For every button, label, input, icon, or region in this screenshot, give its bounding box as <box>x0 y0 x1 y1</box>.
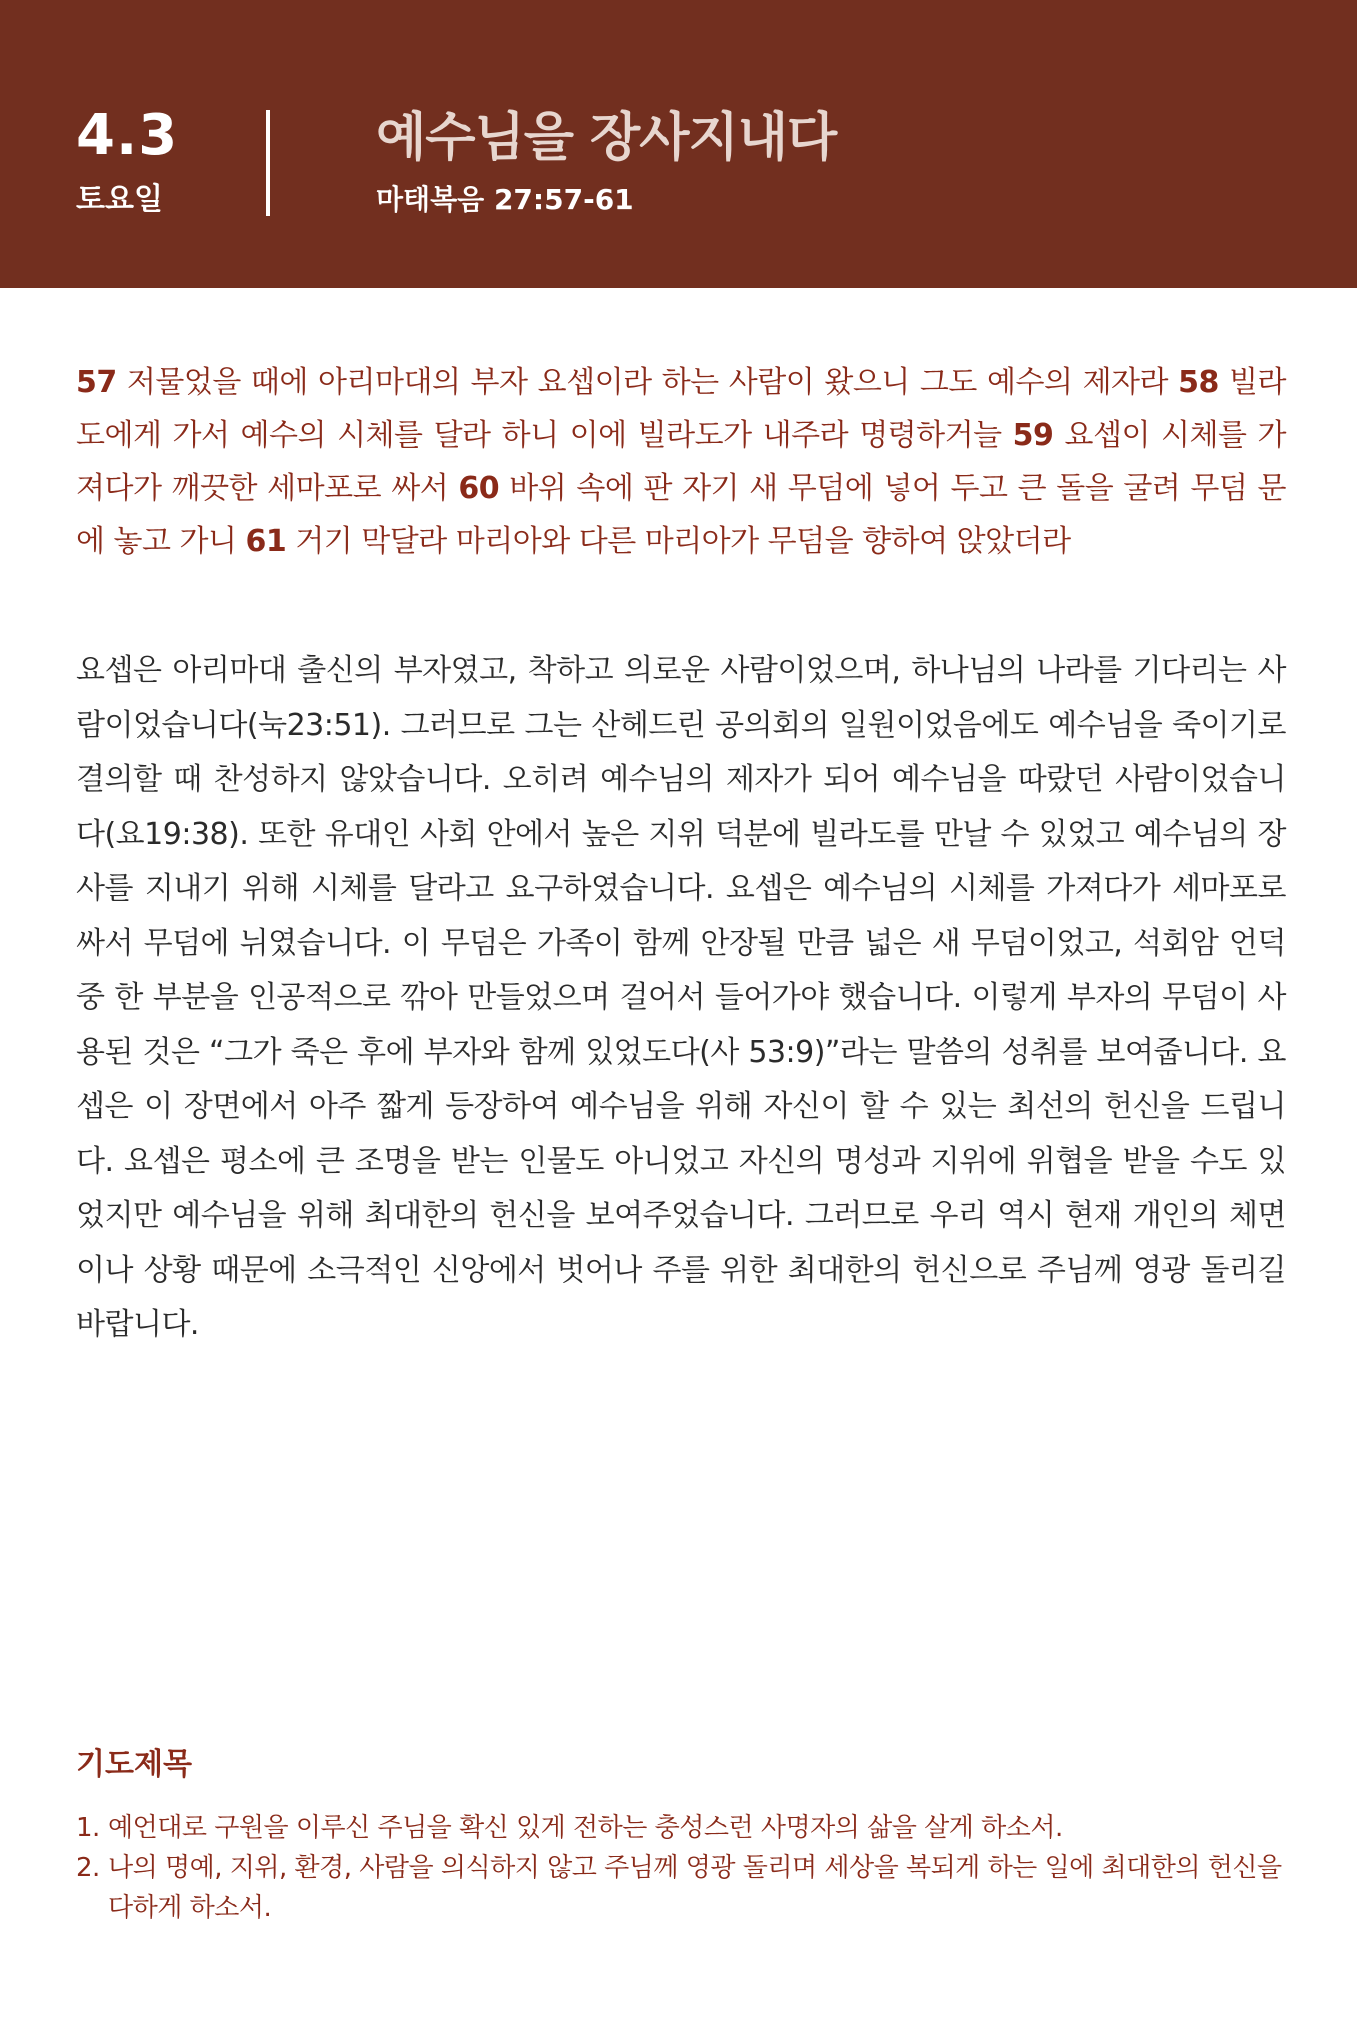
prayer-item-number: 1. <box>76 1813 100 1843</box>
verse-number: 58 <box>1178 365 1219 400</box>
header-divider <box>266 110 270 216</box>
verse-number: 59 <box>1012 418 1054 453</box>
scripture-reference: 마태복음 27:57-61 <box>376 183 634 216</box>
prayer-item-text: 예언대로 구원을 이루신 주님을 확신 있게 전하는 충성스런 사명자의 삶을 살게 하소서. <box>108 1813 1063 1843</box>
date-label: 4.3 <box>76 103 179 168</box>
page-header <box>0 0 1357 288</box>
weekday-label: 토요일 <box>76 182 163 217</box>
prayer-item <box>76 1808 1296 1848</box>
verse-number: 60 <box>458 471 500 506</box>
verse-text: 빌라도에게 가서 예수의 시체를 달라 하니 이에 빌라도가 내주라 명령하거늘 <box>76 365 1286 453</box>
prayer-item-text: 나의 명예, 지위, 환경, 사람을 의식하지 않고 주님께 영광 돌리며 세상을 복되게 하는 일에 최대한의 헌신을 다하게 하소서. <box>108 1853 1282 1923</box>
prayer-item <box>76 1848 1296 1928</box>
prayer-heading: 기도제목 <box>76 1747 192 1782</box>
verse-number: 61 <box>245 524 287 559</box>
commentary-text: 요셉은 아리마대 출신의 부자였고, 착하고 의로운 사람이었으며, 하나님의 나라를 기다리는 사람이었습니다(눅23:51). 그러므로 그는 산헤드린 공의회의 일원이었음에도 예수님을 죽이기로 결의할 때 찬성하지 않았습니다. 오히려 예수님의 제자가 되어 예수님을 따랐던 사람이었습니다(요19:38). 또한 유대인 사회 안에서 높은 지위 덕분에 빌라도를 만날 수 있었고 예수님의 장사를 지내기 위해 시체를 달라고 요구하였습니다. 요셉은 예수님의 시체를 가져다가 세마포로 싸서 무덤에 뉘였습니다. 이 무덤은 가족이 함께 안장될 만큼 넓은 새 무덤이었고, 석회암 언덕 중 한 부분을 인공적으로 깎아 만들었으며 걸어서 들어가야 했습니다. 이렇게 부자의 무덤이 사용된 것은 “그가 죽은 후에 부자와 함께 있었도다(사 53:9)”라는 말씀의 성취를 보여줍니다. 요셉은 이 장면에서 아주 짧게 등장하여 예수님을 위해 자신이 할 수 있는 최선의 헌신을 드립니다. 요셉은 평소에 큰 조명을 받는 인물도 아니었고 자신의 명성과 지위에 위협을 받을 수도 있었지만 예수님을 위해 최대한의 헌신을 보여주었습니다. 그러므로 우리 역시 현재 개인의 체면이나 상황 때문에 소극적인 신앙에서 벗어나 주를 위한 최대한의 헌신으로 주님께 영광 돌리길 바랍니다. <box>76 653 1286 1342</box>
verse-text: 요셉이 시체를 가져다가 깨끗한 세마포로 싸서 <box>76 418 1287 506</box>
verse-text: 바위 속에 판 자기 새 무덤에 넣어 두고 큰 돌을 굴려 무덤 문에 놓고 가니 <box>76 471 1287 559</box>
verse-text: 저물었을 때에 아리마대의 부자 요셉이라 하는 사람이 왔으니 그도 예수의 제자라 <box>116 365 1179 400</box>
scripture-passage <box>76 356 1286 568</box>
prayer-item-number: 2. <box>76 1853 100 1883</box>
verse-text: 거기 막달라 마리아와 다른 마리아가 무덤을 향하여 앉았더라 <box>286 524 1071 559</box>
page-title: 예수님을 장사지내다 <box>376 108 837 168</box>
prayer-list <box>76 1808 1296 1928</box>
verse-number: 57 <box>76 365 117 400</box>
